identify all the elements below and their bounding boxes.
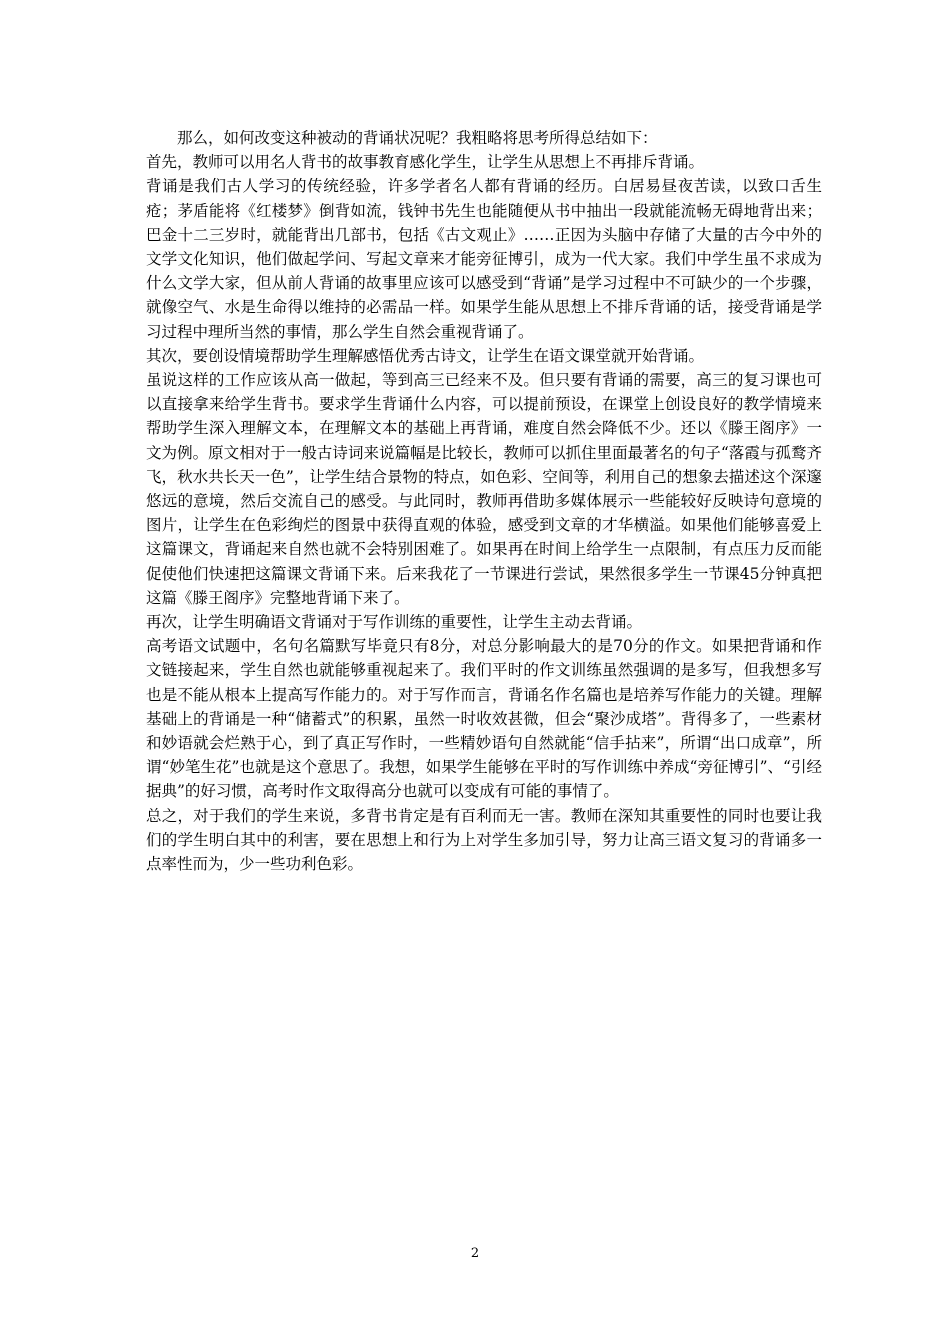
document-body: [146, 126, 822, 876]
paragraph-third-point: 再次，让学生明确语文背诵对于写作训练的重要性，让学生主动去背诵。: [146, 613, 643, 632]
page-number: 2: [470, 1246, 480, 1261]
paragraph-first-point: 首先，教师可以用名人背书的故事教育感化学生，让学生从思想上不再排斥背诵。: [146, 153, 705, 172]
paragraph-intro: 那么，如何改变这种被动的背诵状况呢？我粗略将思考所得总结如下：: [177, 129, 658, 147]
paragraph-second-point: 其次，要创设情境帮助学生理解感悟优秀古诗文，让学生在语文课堂就开始背诵。: [146, 346, 705, 365]
paragraph-body: 虽说这样的工作应该从高一做起，等到高三已经来不及。但只要有背诵的需要，高三的复习课也可以直接拿来给学生背书。要求学生背诵什么内容，可以提前预设，在课堂上创设良好的教学情境来帮助学生深入理解文本，在理解文本的基础上再背诵，难度自然会降低不少。还以《滕王阁序》一文为例。原文相对于一般古诗词来说篇幅是比较长，教师可以抓住里面最著名的句子“落霞与孤鹜齐飞，秋水共长天一色”，让学生结合景物的特点，如色彩、空间等，利用自己的想象去描述这个深邃悠远的意境，然后交流自己的感受。与此同时，教师再借助多媒体展示一些能较好反映诗句意境的图片，让学生在色彩绚烂的图景中获得直观的体验，感受到文章的才华横溢。如果他们能够喜爱上这篇课文，背诵起来自然也就不会特别困难了。如果再在时间上给学生一点限制，有点压力反而能促使他们快速把这篇课文背诵下来。后来我花了一节课进行尝试，果然很多学生一节课45分钟真把这篇《滕王阁序》完整地背诵下来了。: [146, 371, 822, 607]
paragraph-body: 高考语文试题中，名句名篇默写毕竟只有8分，对总分影响最大的是70分的作文。如果把背诵和作文链接起来，学生自然也就能够重视起来了。我们平时的作文训练虽然强调的是多写，但我想多写也是不能从根本上提高写作能力的。对于写作而言，背诵名作名篇也是培养写作能力的关键。理解基础上的背诵是一种“储蓄式”的积累，虽然一时收效甚微，但会“聚沙成塔”。背得多了，一些素材和妙语就会烂熟于心，到了真正写作时，一些精妙语句自然就能“信手拈来”，所谓“出口成章”，所谓“妙笔生花”也就是这个意思了。我想，如果学生能够在平时的写作训练中养成“旁征博引”、“引经据典”的好习惯，高考时作文取得高分也就可以变成有可能的事情了。: [146, 637, 822, 801]
paragraph-body: 背诵是我们古人学习的传统经验，许多学者名人都有背诵的经历。白居易昼夜苦读，以致口舌生疮；茅盾能将《红楼梦》倒背如流，钱钟书先生也能随便从书中抽出一段就能流畅无碍地背出来；巴金十二三岁时，就能背出几部书，包括《古文观止》……正因为头脑中存储了大量的古今中外的文学文化知识，他们做起学问、写起文章来才能旁征博引，成为一代大家。我们中学生虽不求成为什么文学大家，但从前人背诵的故事里应该可以感受到“背诵”是学习过程中不可缺少的一个步骤，就像空气、水是生命得以维持的必需品一样。如果学生能从思想上不排斥背诵的话，接受背诵是学习过程中理所当然的事情，那么学生自然会重视背诵了。: [146, 177, 822, 341]
paragraph-conclusion: 总之，对于我们的学生来说，多背书肯定是有百利而无一害。教师在深知其重要性的同时也要让我们的学生明白其中的利害，要在思想上和行为上对学生多加引导，努力让高三语文复习的背诵多一点率性而为，少一些功利色彩。: [146, 806, 822, 874]
